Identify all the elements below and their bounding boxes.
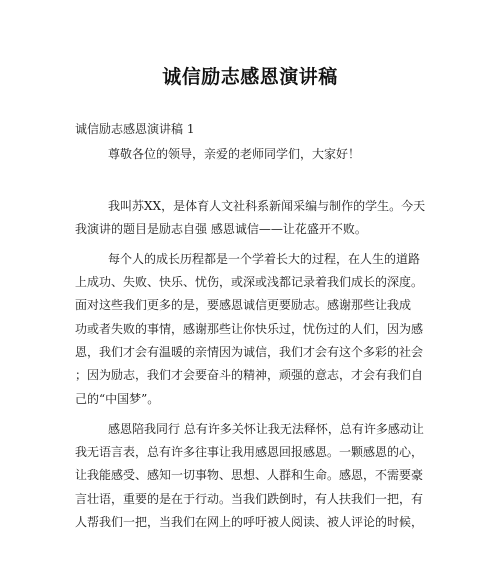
body-line: 面对这些我们更多的是，要感恩诚信更要励志。感谢那些让我成 [75, 298, 412, 312]
body-line: 每个人的成长历程都是一个学着长大的过程，在人生的道路 [108, 252, 421, 266]
body-line: 己的“中国梦”。 [75, 392, 160, 406]
body-line: 我叫苏XX，是体育人文社科系新闻采编与制作的学生。今天 [108, 199, 426, 213]
body-line: 我演讲的题目是励志自强 感恩诚信——让花盛开不败。 [75, 222, 367, 236]
document-subtitle: 诚信励志感恩演讲稿 1 [75, 122, 195, 136]
body-line: 人帮我们一把，当我们在网上的呼吁被人阅读、被人评论的时候， [75, 515, 424, 529]
body-line: 让我能感受、感知一切事物、思想、人群和生命。感恩，不需要豪 [75, 468, 424, 482]
body-line: ；因为励志，我们才会要奋斗的精神，顽强的意志，才会有我们自 [75, 368, 424, 382]
body-line: 上成功、失败、快乐、忧伤，或深或浅都记录着我们成长的深度。 [75, 275, 424, 289]
body-line: 我无语言表，总有许多往事让我用感恩回报感恩。一颗感恩的心， [75, 445, 424, 459]
document-title: 诚信励志感恩演讲稿 [162, 66, 338, 88]
body-line: 功或者失败的事情，感谢那些让你快乐过，忧伤过的人们，因为感 [75, 322, 424, 336]
body-line: 恩，我们才会有温暖的亲情因为诚信，我们才会有这个多彩的社会 [75, 345, 424, 359]
body-line: 感恩陪我同行 总有许多关怀让我无法释怀，总有许多感动让 [108, 422, 424, 436]
body-line: 尊敬各位的领导，亲爱的老师同学们，大家好！ [108, 147, 361, 161]
body-line: 言壮语，重要的是在于行动。当我们跌倒时，有人扶我们一把，有 [75, 492, 424, 506]
